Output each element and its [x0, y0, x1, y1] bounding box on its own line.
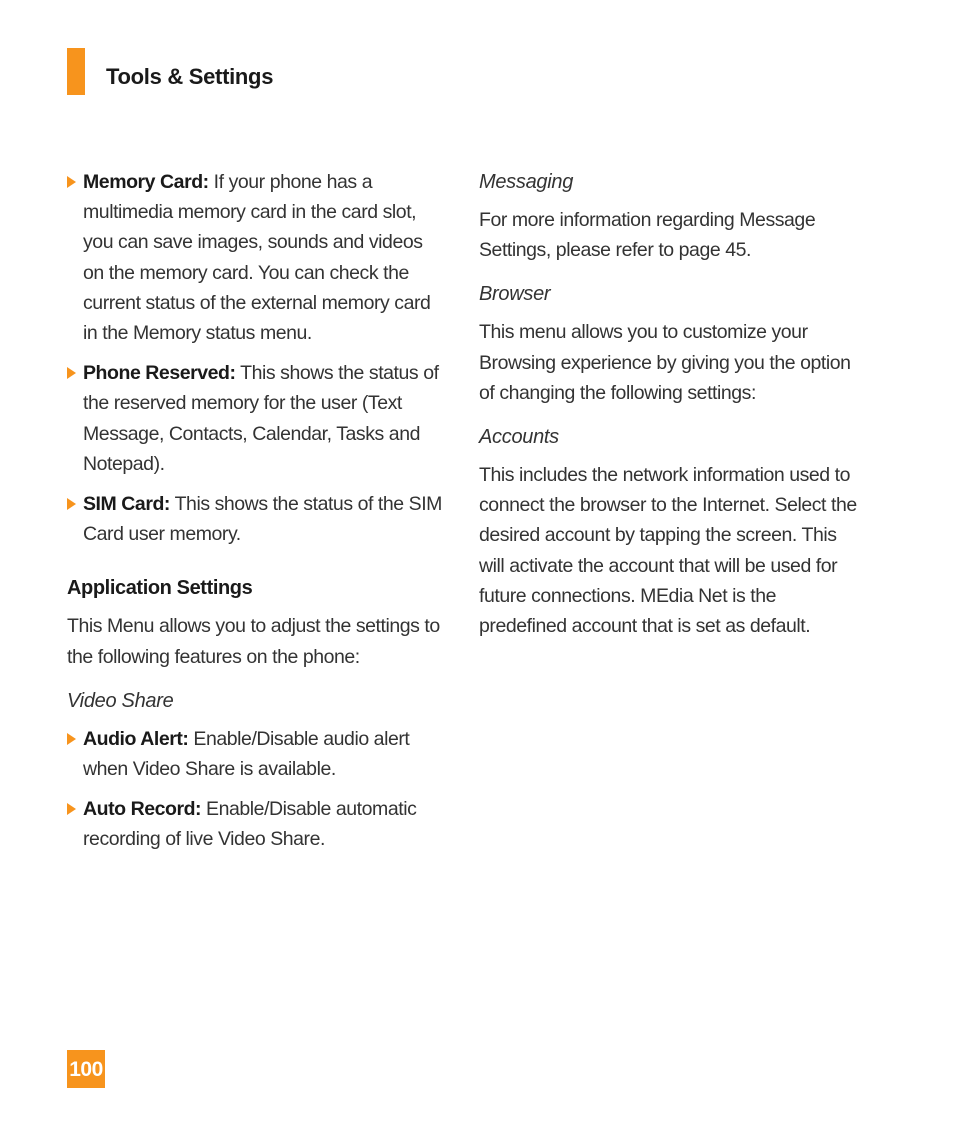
messaging-text: For more information regarding Message Settings, please refer to page 45.	[479, 209, 816, 262]
bullet-label: Memory Card:	[83, 171, 209, 193]
left-column	[67, 167, 445, 865]
bullet-text: This shows the status of the SIM Card user memory.	[83, 493, 442, 546]
bullet-arrow-icon	[67, 176, 76, 188]
subhead-video-share: Video Share	[67, 689, 174, 712]
bullet-sim-card	[67, 489, 445, 549]
accounts-text: This includes the network information used to connect the browser to the Internet. Select the desired account by tapping the screen. This will activate the account that will be used for future connections. MEdia Net is the predefined account that is set as default.	[479, 464, 857, 638]
bullet-arrow-icon	[67, 367, 76, 379]
bullet-arrow-icon	[67, 498, 76, 510]
bullet-audio-alert	[67, 724, 445, 784]
bullet-label: Audio Alert:	[83, 727, 189, 750]
bullet-arrow-icon	[67, 803, 76, 815]
right-column	[479, 167, 859, 651]
page-number: 100	[67, 1050, 105, 1088]
subhead-browser: Browser	[479, 283, 551, 306]
application-settings-text: This Menu allows you to adjust the settings to the following features on the phone:	[67, 615, 440, 668]
browser-text: This menu allows you to customize your Browsing experience by giving you the option of changing the following settings:	[479, 321, 851, 404]
section-title-application-settings: Application Settings	[67, 577, 253, 600]
bullet-text: Enable/Disable automatic recording of live Video Share.	[83, 798, 417, 851]
bullet-label: Phone Reserved:	[83, 362, 236, 385]
bullet-phone-reserved	[67, 358, 445, 479]
bullet-label: SIM Card:	[83, 493, 170, 516]
subhead-accounts: Accounts	[479, 426, 559, 449]
bullet-text: Enable/Disable audio alert when Video Share is available.	[83, 727, 410, 781]
header-accent-bar	[67, 48, 85, 95]
bullet-text: If your phone has a multimedia memory card in the card slot, you can save images, sounds and videos on the memory card. You can check the current status of the external memory card in the Memory status menu.	[83, 171, 431, 345]
bullet-memory-card	[67, 167, 445, 348]
subhead-messaging: Messaging	[479, 171, 574, 193]
bullet-label: Auto Record:	[83, 798, 202, 821]
bullet-auto-record	[67, 794, 445, 854]
page-title: Tools & Settings	[106, 64, 274, 89]
bullet-arrow-icon	[67, 733, 76, 745]
bullet-text: This shows the status of the reserved memory for the user (Text Message, Contacts, Calendar, Tasks and Notepad).	[83, 362, 439, 475]
